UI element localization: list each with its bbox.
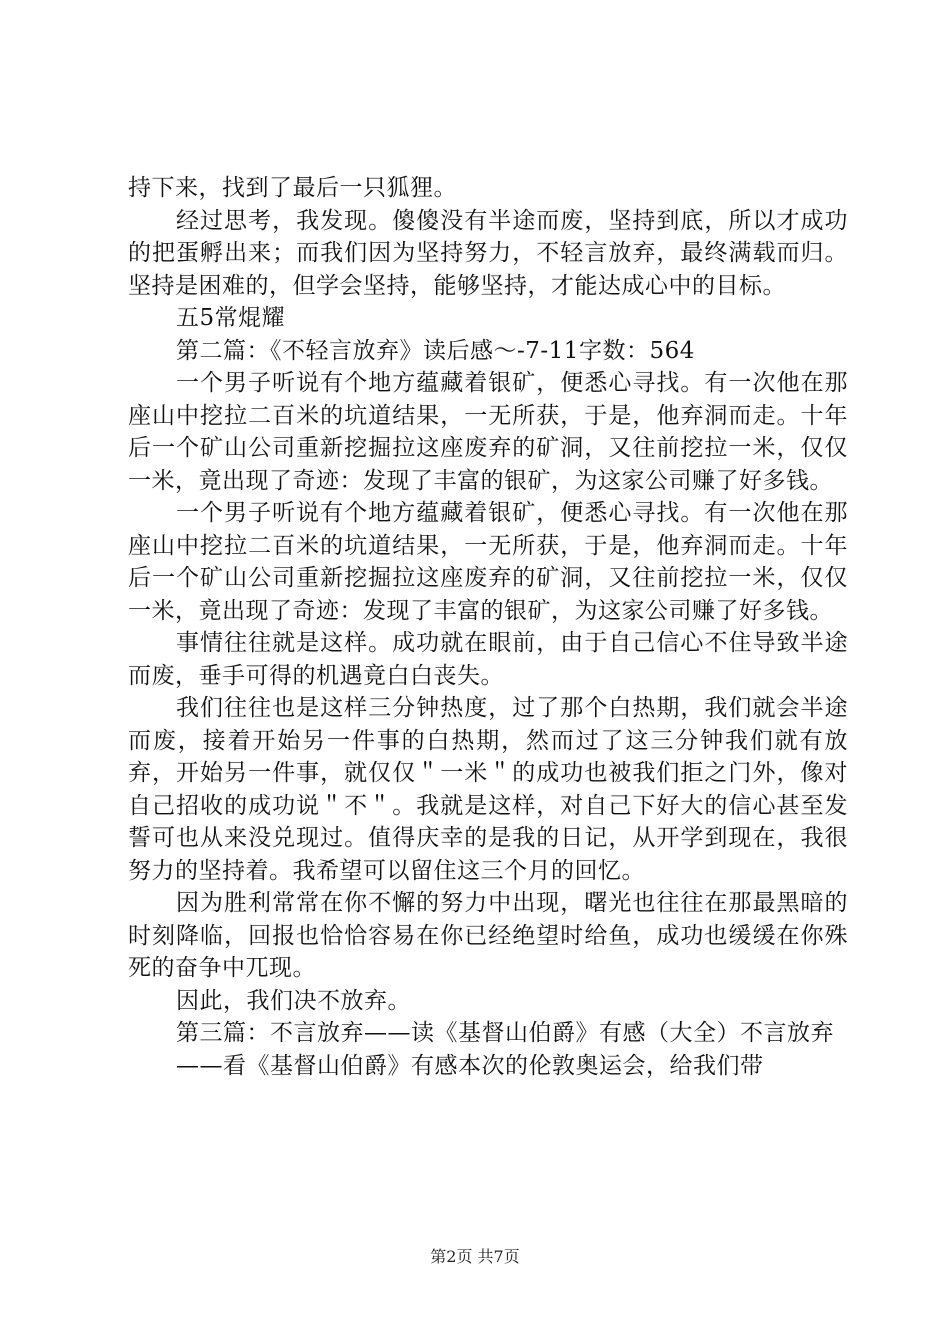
paragraph: 因为胜利常常在你不懈的努力中出现，曙光也往往在那最黑暗的时刻降临，回报也恰恰容易在你已经绝望时给鱼，成功也缓缓在你殊死的奋争中兀现。 (128, 890, 848, 981)
paragraph: 五5常焜耀 (176, 305, 286, 331)
paragraph: 我们往往也是这样三分钟热度，过了那个白热期，我们就会半途而废，接着开始另一件事的白热期，然而过了这三分钟我们就有放弃，开始另一件事，就仅仅＂一米＂的成功也被我们拒之门外，像对自己招收的成功说＂不＂。我就是这样，对自己下好大的信心甚至发誓可也从来没兑现过。值得庆幸的是我的日记，从开学到现在，我很努力的坚持着。我希望可以留住这三个月的回忆。 (128, 695, 848, 884)
paragraph: 持下来，找到了最后一只狐狸。 (128, 175, 457, 201)
document-body (128, 172, 848, 1082)
page-footer (0, 1244, 950, 1267)
paragraph: 一个男子听说有个地方蕴藏着银矿，便悉心寻找。有一次他在那座山中挖拉二百米的坑道结果，一无所获，于是，他弃洞而走。十年后一个矿山公司重新挖掘拉这座废弃的矿洞，又往前挖拉一米，仅仅一米，竟出现了奇迹：发现了丰富的银矿，为这家公司赚了好多钱。 (128, 500, 848, 624)
paragraph: 经过思考，我发现。傻傻没有半途而废，坚持到底，所以才成功的把蛋孵出来；而我们因为坚持努力，不轻言放弃，最终满载而归。坚持是困难的，但学会坚持，能够坚持，才能达成心中的目标。 (128, 207, 848, 299)
paragraph: 一个男子听说有个地方蕴藏着银矿，便悉心寻找。有一次他在那座山中挖拉二百米的坑道结果，一无所获，于是，他弃洞而走。十年后一个矿山公司重新挖掘拉这座废弃的矿洞，又往前挖拉一米，仅仅一米，竟出现了奇迹：发现了丰富的银矿，为这家公司赚了好多钱。 (128, 370, 848, 494)
paragraph: 因此，我们决不放弃。 (176, 987, 411, 1014)
section-heading: 第三篇：不言放弃——读《基督山伯爵》有感（大全）不言放弃 (176, 1020, 834, 1046)
paragraph: 事情往往就是这样。成功就在眼前，由于自己信心不住导致半途而废，垂手可得的机遇竟白白丧失。 (128, 630, 848, 689)
section-heading: 第二篇：《不轻言放弃》读后感～-7-11字数：564 (176, 337, 695, 364)
page-number: 第2页 共7页 (430, 1247, 520, 1266)
paragraph: ——看《基督山伯爵》有感本次的伦敦奥运会，给我们带 (176, 1052, 764, 1079)
